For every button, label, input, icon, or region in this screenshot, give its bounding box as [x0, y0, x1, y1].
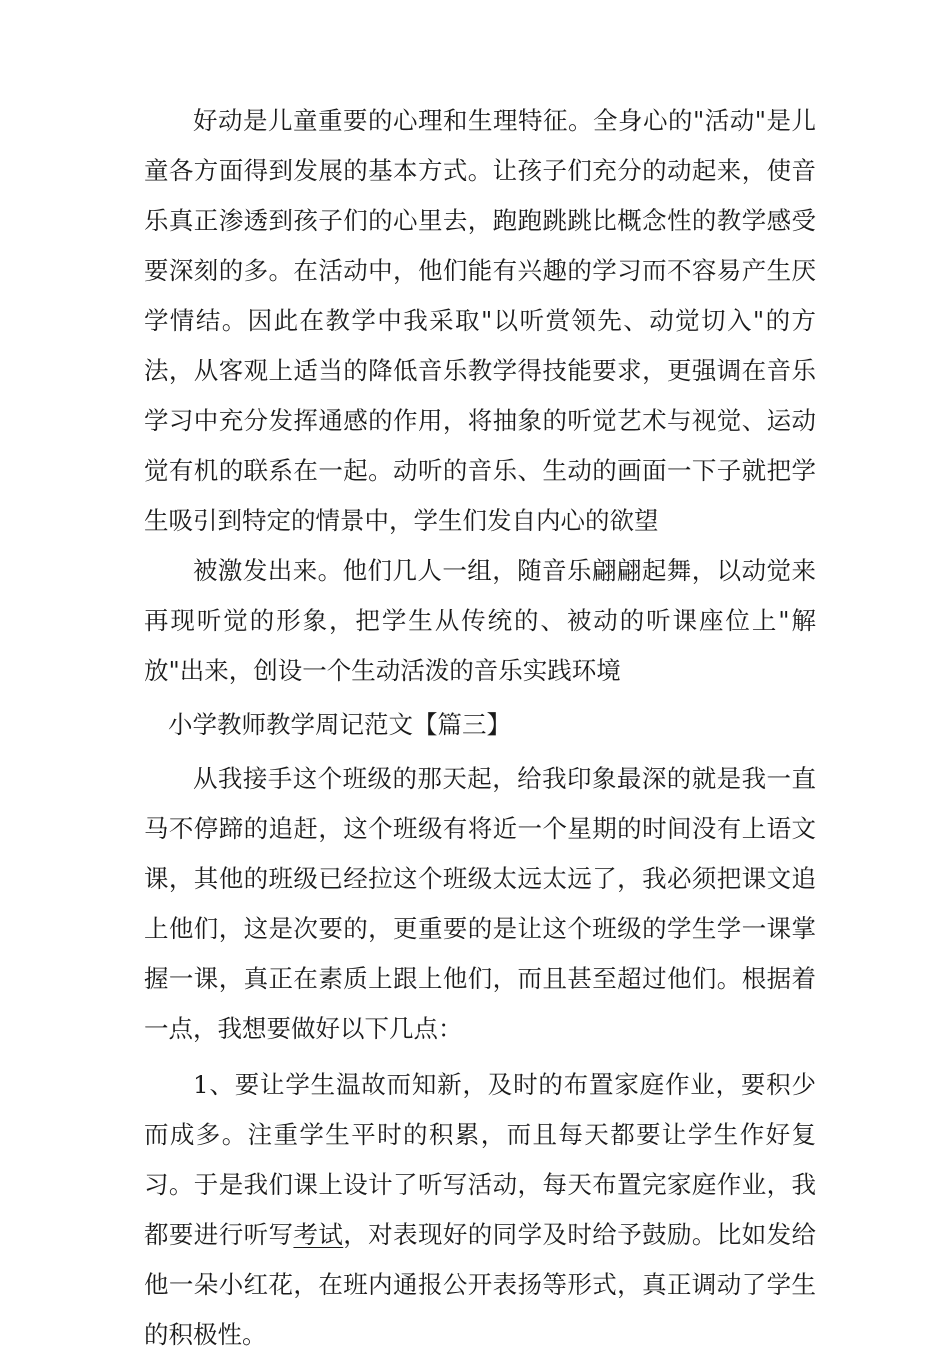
section-heading: 小学教师教学周记范文【篇三】 — [168, 710, 511, 739]
exam-link[interactable]: 考试 — [293, 1220, 344, 1249]
paragraph-text-after-link: ，对表现好的同学及时给予鼓励。比如发给他一朵小红花，在班内通报公开表扬等形式，真正调动了学生的积极性。 — [144, 1220, 817, 1349]
paragraph-text-before-link: 1、要让学生温故而知新，及时的布置家庭作业，要积少而成多。注重学生平时的积累，而且每天都要让学生作好复习。于是我们课上设计了听写活动，每天布置完家庭作业，我都要进行听写 — [144, 1070, 816, 1249]
paragraph-music-activity: 好动是儿童重要的心理和生理特征。全身心的"活动"是儿童各方面得到发展的基本方式。让孩子们充分的动起来，使音乐真正渗透到孩子们的心里去，跑跑跳跳比概念性的教学感受要深刻的多。在活动中，他们能有兴趣的学习而不容易产生厌学情结。因此在教学中我采取"以听赏领先、动觉切入"的方法，从客观上适当的降低音乐教学得技能要求，更强调在音乐学习中充分发挥通感的作用，将抽象的听觉艺术与视觉、运动觉有机的联系在一起。动听的音乐、生动的画面一下子就把学生吸引到特定的情景中，学生们发自内心的欲望 — [144, 106, 816, 535]
paragraph-class-catchup: 从我接手这个班级的那天起，给我印象最深的就是我一直马不停蹄的追赶，这个班级有将近一个星期的时间没有上语文课，其他的班级已经拉这个班级太远太远了，我必须把课文追上他们，这是次要的，更重要的是让这个班级的学生学一课掌握一课，真正在素质上跟上他们，而且甚至超过他们。根据着一点，我想要做好以下几点： — [144, 764, 816, 1043]
paragraph-music-practice: 被激发出来。他们几人一组，随音乐翩翩起舞，以动觉来再现听觉的形象，把学生从传统的、被动的听课座位上"解放"出来，创设一个生动活泼的音乐实践环境 — [144, 556, 816, 685]
document-page — [144, 96, 816, 1360]
paragraph-homework-point — [144, 1060, 816, 1360]
